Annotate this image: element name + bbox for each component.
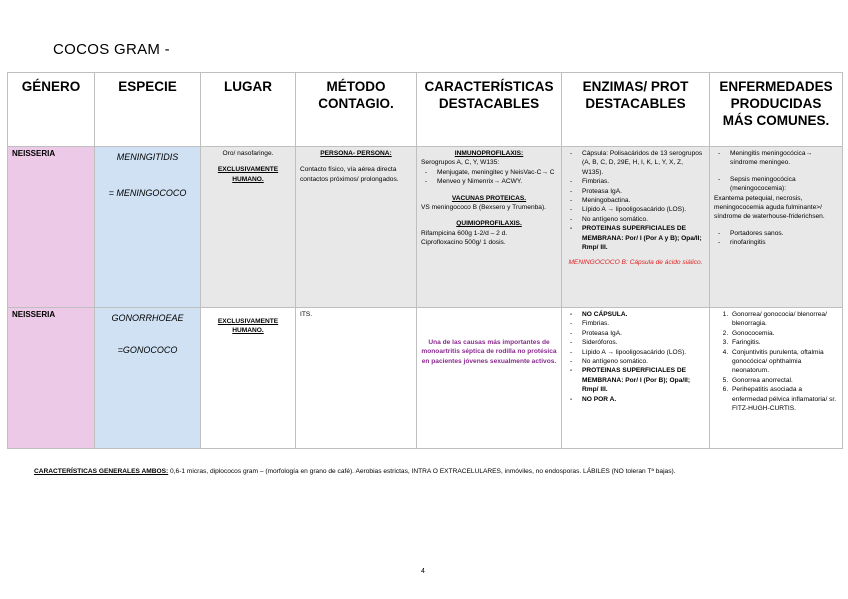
enzymes-list [566, 310, 705, 404]
header-row [8, 73, 843, 147]
list-item: - PROTEINAS SUPERFICIALES DE MEMBRANA: Por/ I (Por A y B); Opa/II; Rmp/ III. [582, 224, 705, 252]
list-item: - Sideróforos. [582, 338, 705, 347]
list-item: - Lípido A → lipooligosacárido (LOS). [582, 205, 705, 214]
diseases-text: Exantema petequial, necrosis, meningococemia aguda fulminante>/ síndrome de waterhouse-friderichsen. [714, 194, 825, 221]
list-item: - rinofaringitis [730, 238, 838, 247]
place-exclusive: EXCLUSIVAMENTE HUMANO. [217, 318, 279, 335]
enzymes-cell [562, 147, 710, 308]
table-row [8, 147, 843, 308]
list-item: - Portadores sanos. [730, 229, 838, 238]
enzymes-cell [562, 308, 710, 449]
list-item: - Sepsis meningocócica (meningococemia): [730, 175, 838, 194]
species-alias: = MENINGOCOCO [108, 188, 187, 198]
bacteria-table [7, 72, 843, 449]
contagion-text: ITS. [300, 311, 313, 318]
diseases-cell [710, 308, 843, 449]
general-characteristics-label: CARACTERÍSTICAS GENERALES AMBOS: [34, 468, 169, 475]
list-item: - Proteasa IgA. [582, 329, 705, 338]
species-cell [95, 147, 201, 308]
header-genero: GÉNERO [8, 73, 95, 147]
contagion-heading: PERSONA- PERSONA: [320, 150, 392, 157]
general-characteristics-text: 0,6-1 micras, diplococos gram – (morfología en grano de café). Aerobias estrictas, INTRA O EXTRACELULARES, inmóviles, no endosporas. LÁBILES (NO toleran Tª bajas). [168, 468, 676, 475]
features-q2: Ciprofloxacino 500g/ 1 dosis. [421, 239, 506, 247]
header-lugar: LUGAR [201, 73, 296, 147]
features-intro: Serogrupos A, C, Y, W135: [421, 159, 500, 167]
list-item: - Menveo y Nimenrix→ ACWY. [437, 177, 557, 186]
place-exclusive: EXCLUSIVAMENTE HUMANO. [217, 166, 279, 183]
species-alias: =GONOCOCO [117, 345, 178, 355]
diseases-list [714, 310, 838, 413]
features-vaccine-text: VS meningococo B (Bexsero y Trumenba). [421, 204, 546, 212]
features-q1: Rifampicina 600g 1-2/d – 2 d. [421, 229, 508, 237]
enzymes-list [566, 149, 705, 252]
place-cell [201, 308, 296, 449]
features-heading-vacunas: VACUNAS PROTEICAS. [451, 194, 527, 202]
header-especie: ESPECIE [95, 73, 201, 147]
header-caracteristicas: CARACTERÍSTICAS DESTACABLES [417, 73, 562, 147]
list-item: - Fimbrias. [582, 177, 705, 186]
species-name: GONORRHOEAE [111, 313, 184, 323]
header-metodo-contagio: MÉTODO CONTAGIO. [296, 73, 417, 147]
features-cell [417, 147, 562, 308]
species-name: MENINGITIDIS [116, 152, 179, 162]
list-item: - Lípido A → lipooligosacárido (LOS). [582, 348, 705, 357]
list-item: - Proteasa IgA. [582, 187, 705, 196]
features-heading-quimioprofilaxis: QUIMIOPROFILAXIS. [456, 220, 522, 228]
genus-cell: NEISSERIA [8, 147, 95, 308]
list-item: 6. Perihepatitis asociada a enfermedad pélvica inflamatoria/ sr. FITZ-HUGH-CURTIS. [730, 385, 838, 413]
general-characteristics-note [34, 468, 676, 475]
table-row [8, 308, 843, 449]
genus-cell: NEISSERIA [8, 308, 95, 449]
features-heading-inmunoprofilaxis: INMUNOPROFILAXIS: [454, 150, 524, 157]
list-item: - No antígeno somático. [582, 215, 705, 224]
list-item: 1. Gonorrea/ gonococia/ blenorrea/ blenorragia. [730, 310, 838, 329]
features-cell [417, 308, 562, 449]
list-item: - NO POR A. [582, 395, 705, 404]
list-item: - Meningobactina. [582, 196, 705, 205]
list-item: - Fimbrias. [582, 319, 705, 328]
list-item: - No antígeno somático. [582, 357, 705, 366]
list-item: 3. Faringitis. [730, 338, 838, 347]
features-note: Una de las causas más importantes de monoartritis séptica de rodilla no protésica en pacientes jóvenes sexualmente activos. [421, 339, 557, 365]
list-item: 4. Conjuntivitis purulenta, oftalmia gonocócica/ ophthalmia neonatorum. [730, 348, 838, 376]
list-item: - PROTEINAS SUPERFICIALES DE MEMBRANA: Por/ I (Por B); Opa/II; Rmp/ III. [582, 366, 705, 394]
diseases-cell [710, 147, 843, 308]
list-item: 2. Gonococemia. [730, 329, 838, 338]
enzymes-note: MENINGOCOCO B: Cápsula de ácido siálico. [568, 259, 703, 267]
species-cell [95, 308, 201, 449]
list-item: - Meningitis meningocócica→ síndrome meningeo. [730, 149, 838, 168]
contagion-cell [296, 147, 417, 308]
list-item: - Cápsula: Polisacáridos de 13 serogrupos (A, B, C, D, 29E, H, I, K, L, Y, X, Z, W135). [582, 149, 705, 177]
place-cell [201, 147, 296, 308]
list-item: - Menjugate, meningitec y NeisVac-C→ C [437, 168, 557, 177]
contagion-cell [296, 308, 417, 449]
contagion-text: Contacto físico, vía aérea directa contactos próximos/ prolongados. [300, 166, 399, 183]
header-enfermedades: ENFERMEDADES PRODUCIDAS MÁS COMUNES. [710, 73, 843, 147]
page-title: COCOS GRAM - [53, 41, 170, 58]
page-number: 4 [421, 568, 425, 575]
list-item: 5. Gonorrea anorrectal. [730, 376, 838, 385]
header-enzimas: ENZIMAS/ PROT DESTACABLES [562, 73, 710, 147]
list-item: - NO CÁPSULA. [582, 310, 705, 319]
place-line: Oro/ nasofaringe. [222, 150, 274, 157]
